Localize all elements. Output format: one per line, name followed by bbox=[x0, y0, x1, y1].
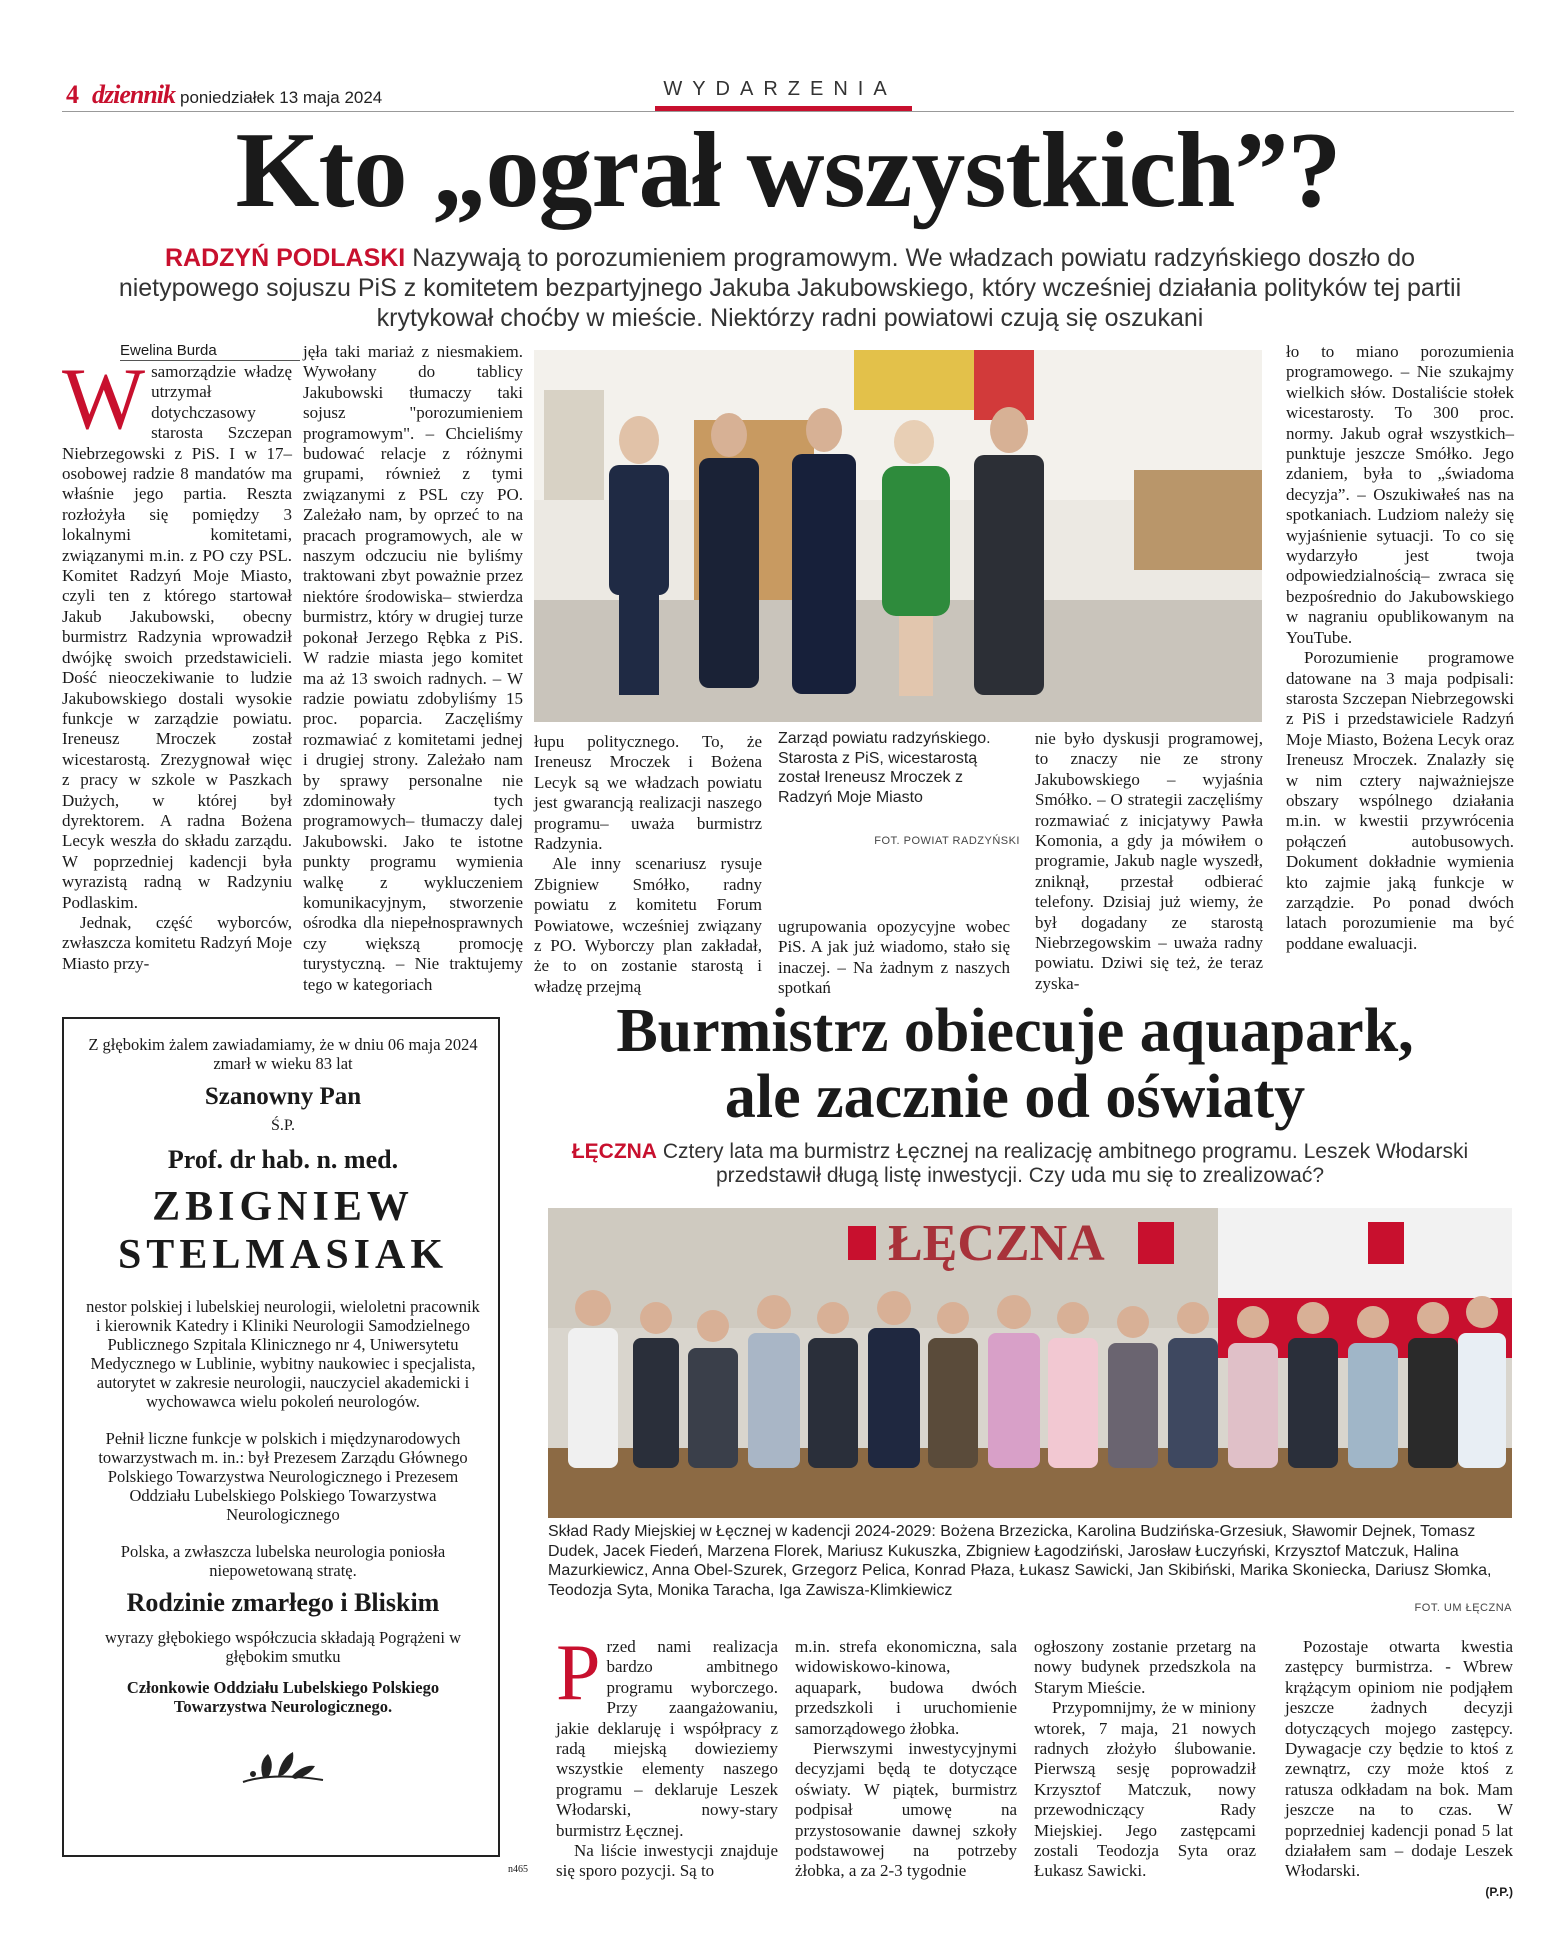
paragraph: łupu politycznego. To, że Ireneusz Mroczek i Bożena Lecyk są we władzach powiatu jest gwarancją realizacji naszego programu– uważa burmistrz Radzynia. bbox=[534, 732, 762, 854]
article1-photo bbox=[534, 350, 1262, 722]
article2-headline-line-1: Burmistrz obiecuje aquapark, bbox=[616, 997, 1414, 1065]
article1-column-6 bbox=[1286, 342, 1514, 954]
paragraph: samorządzie władzę utrzymał dotychczasowy starosta Szczepan Niebrzegowski z PiS. I w 17–osobowej radzie 8 mandatów ma właśnie jego partia. Reszta rozłożyła się pomiędzy 3 lokalnymi komitetami, związanymi m.in. z PO czy PSL. Komitet Radzyń Moje Miasto, czyli ten z którego startował Jakub Jakubowski, obecny burmistrz Radzynia wprowadził dwójkę swoich przedstawicieli. Dość nieoczekiwanie to ludzie Jakubowskiego dostali wysokie funkcje w zarządzie powiatu. Ireneusz Mroczek został wicestarostą. Zrezygnował więc z pracy w szkole w Paszkach Dużych, w której był dyrektorem. A radna Bożena Lecyk weszła do składu zarządu. W poprzedniej kadencji była wyrazistą radną w Radzyniu Podlaskim. bbox=[62, 362, 292, 912]
obituary-name-first: ZBIGNIEW bbox=[152, 1184, 414, 1230]
ad-code: n465 bbox=[508, 1864, 528, 1875]
article1-author: Ewelina Burda bbox=[120, 342, 300, 361]
article1-photo-credit: FOT. POWIAT RADZYŃSKI bbox=[874, 835, 1020, 847]
obituary-salutation: Szanowny Pan bbox=[204, 1083, 362, 1110]
article1-column-2 bbox=[303, 342, 523, 995]
article2-photo bbox=[548, 1208, 1512, 1518]
article2-signature: (P.P.) bbox=[1485, 1884, 1513, 1899]
paragraph: Porozumienie programowe datowane na 3 maja podpisali: starosta Szczepan Niebrzegowski z PiS i przedstawiciele Radzyń Moje Miasto, Bożena Lecyk oraz Ireneusz Mroczek. Znalazły się w nim cztery najważniejsze obszary wspólnego działania m.in. w kwestii przywrócenia połączeń autobusowych. Dokument dokładnie wymienia kto zajmie jaką funkcje w zarządzie. Po ponad dwóch latach porozumienie ma być poddane ewaluacji. bbox=[1286, 648, 1514, 953]
paragraph: nie było dyskusji programowej, to znaczy nie ze strony Jakubowskiego – wyjaśnia Smółko. – O strategii zaczęliśmy rozmawiać z inicjatywy Pawła Komonia, a gdy ja mówiłem o programie, Jakub nagle wyszedł, zniknął, przestał odbierać telefony. Dzisiaj już wiemy, że był dogadany ze starostą Niebrzegowskim – uważa radny powiatu. Dziwi się też, że teraz zyska- bbox=[1035, 729, 1263, 993]
issue-date: poniedziałek 13 maja 2024 bbox=[180, 88, 383, 107]
article1-column-4 bbox=[778, 917, 1010, 999]
paragraph: ogłoszony zostanie przetarg na nowy budynek przedszkola na Starym Mieście. bbox=[1034, 1637, 1256, 1697]
obituary-family: Rodzinie zmarłego i Bliskim bbox=[126, 1588, 440, 1617]
photo-group-six-people bbox=[534, 350, 1262, 722]
paragraph: Na liście inwestycji znajduje się sporo pozycji. Są to bbox=[556, 1841, 778, 1881]
article2-column-4 bbox=[1285, 1637, 1513, 1902]
paragraph: ło to miano porozumienia programowego. – Nie szukajmy wielkich słów. Dostaliście stołek wicestarosty. To 300 proc. normy. Jakub ograł wszystkich– punktuje jeszcze Smółko. Jego zdaniem, była to „świadoma decyzja”. – Oszukiwałeś nas na spotkaniach. Ludziom należy się wyjaśnienie sytuacji. To co się wydarzyło jest twoja odpowiedzialnością– zwraca się bezpośrednio do Jakubowskiego w nagraniu opublikowanym na YouTube. bbox=[1286, 342, 1514, 647]
article1-lead-text: Nazywają to porozumieniem programowym. We władzach powiatu radzyńskiego doszło do nietypowego sojuszu PiS z komitetem bezpartyjnego Jakuba Jakubowskiego, który wcześniej działania polityków tej partii krytykował choćby w mieście. Niektórzy radni powiatowi czują się oszukani bbox=[118, 244, 1462, 332]
obituary-sp: Ś.P. bbox=[270, 1117, 296, 1134]
newspaper-logo: dziennik bbox=[92, 80, 176, 109]
obituary-box bbox=[62, 1017, 528, 1875]
obituary-title: Prof. dr hab. n. med. bbox=[167, 1145, 399, 1174]
photo-city-council-group bbox=[548, 1208, 1512, 1518]
paragraph: ugrupowania opozycyjne wobec PiS. A jak już wiadomo, stało się inaczej. – Na żadnym z naszych spotkań bbox=[778, 917, 1010, 998]
photo-sign-text: ŁĘCZNA bbox=[888, 1215, 1105, 1272]
paragraph: Przypomnijmy, że w miniony wtorek, 7 maja, 21 nowych radnych złożyło ślubowanie. Pierwszą sesję poprowadził Krzysztof Matczuk, nowy przewodniczący Rady Miejskiej. Jego zastępcami zostali Teodozja Syta oraz Łukasz Sawicki. bbox=[1034, 1698, 1256, 1881]
obituary-intro: Z głębokim żalem zawiadamiamy, że w dniu 06 maja 2024 zmarł w wieku 83 lat bbox=[88, 1035, 478, 1073]
flower-ornament-icon bbox=[84, 1742, 482, 1797]
paragraph: jęła taki mariaż z niesmakiem. Wywołany do tablicy Jakubowski tłumaczy taki sojusz "porozumieniem programowym". – Chcieliśmy budować relacje z różnymi grupami, również z tymi związanymi z PSL czy PO. Zależało nam, by oprzeć to na pracach programowych, ale w naszym odczuciu nie byliśmy traktowani zbyt poważnie przez niektóre środowiska– stwierdza burmistrz, który w drugiej turze pokonał Jerzego Rębka z PiS. W radzie miasta jego komitet ma aż 13 swoich radnych. – W radzie powiatu zdobyliśmy 15 proc. poparcia. Zaczęliśmy rozmawiać z komitetami jednej i drugiej strony. Zależało nam by sprawy personalne nie zdominowały tych programowych– tłumaczy dalej Jakubowski. Jako te istotne punkty programu wymienia walkę z wykluczeniem komunikacyjnym, stworzenie ośrodka dla niepełnosprawnych czy większą promocję turystyczną. – Nie traktujemy tego w kategoriach bbox=[303, 342, 523, 994]
article1-column-3 bbox=[534, 732, 762, 997]
article2-lead-text: Cztery lata ma burmistrz Łęcznej na realizację ambitnego programu. Leszek Włodarski przedstawił długą listę inwestycji. Czy uda mu się to zrealizować? bbox=[662, 1140, 1469, 1187]
paragraph: Jednak, część wyborców, zwłaszcza komitetu Radzyń Moje Miasto przy- bbox=[62, 912, 292, 973]
obituary-description-3: Polska, a zwłaszcza lubelska neurologia poniosła niepowetowaną stratę. bbox=[120, 1542, 446, 1580]
article1-location: RADZYŃ PODLASKI bbox=[164, 244, 406, 272]
paragraph: rzed nami realizacja bardzo ambitnego programu wyborczego. Przy zaangażowaniu, jakie deklaruję i współpracy z radą miejską dowieziemy wszystkie elementy naszego programu – deklaruje Leszek Włodarski, nowy-stary burmistrz Łęcznej. bbox=[556, 1637, 778, 1840]
article2-headline bbox=[540, 998, 1490, 1130]
article1-photo-caption: Zarząd powiatu radzyńskiego. Starosta z PiS, wicestarostą został Ireneusz Mroczek z Radzyń Moje Miasto bbox=[778, 730, 991, 806]
article2-headline-line-2: ale zacznie od oświaty bbox=[724, 1063, 1306, 1131]
article2-lead bbox=[560, 1140, 1480, 1188]
paragraph: Ale inny scenariusz rysuje Zbigniew Smółko, radny powiatu z komitetu Forum Powiatowe, wcześniej związany z PO. Wyborczy plan zakładał, że to on zostanie starostą i władzę przejmą bbox=[534, 854, 762, 996]
section-label: WYDARZENIA bbox=[663, 78, 897, 100]
article1-lead bbox=[100, 243, 1480, 333]
obituary-description-1: nestor polskiej i lubelskiej neurologii, wieloletni pracownik i kierownik Katedry i Kliniki Neurologii Samodzielnego Publicznego Szpitala Klinicznego nr 4, Uniwersytetu Medycznego w Lublinie, wybitny naukowiec i specjalista, autorytet w zakresie neurologii, nauczyciel akademicki i wychowawca wielu pokoleń neurologów. bbox=[86, 1297, 480, 1411]
article1-column-1 bbox=[62, 351, 292, 974]
article1-dropcap: W bbox=[62, 351, 146, 448]
article2-column-1 bbox=[556, 1629, 778, 1882]
article2-location: ŁĘCZNA bbox=[571, 1140, 657, 1163]
article2-column-2 bbox=[795, 1637, 1017, 1882]
obituary-description-2: Pełnił liczne funkcje w polskich i międzynarodowych towarzystwach m. in.: był Prezesem Zarządu Głównego Polskiego Towarzystwa Neurologicznego i Prezesem Oddziału Lubelskiego Polskiego Towarzystwa Neurologicznego bbox=[98, 1429, 468, 1524]
paragraph: Pierwszymi inwestycyjnymi decyzjami będą te dotyczące oświaty. W piątek, burmistrz podpisał umowę na przystosowanie dawnej szkoły podstawowej na potrzeby żłobka, a za 2-3 tygodnie bbox=[795, 1739, 1017, 1881]
article2-dropcap: P bbox=[556, 1629, 601, 1717]
article1-headline: Kto „ograł wszystkich”? bbox=[235, 111, 1341, 230]
obituary-condolences: wyrazy głębokiego współczucia składają Pogrążeni w głębokim smutku bbox=[105, 1628, 461, 1666]
paragraph: m.in. strefa ekonomiczna, sala widowiskowo-kinowa, aquapark, budowa dwóch przedszkoli i uruchomienie samorządowego żłobka. bbox=[795, 1637, 1017, 1738]
article2-photo-credit: FOT. UM ŁĘCZNA bbox=[1414, 1602, 1512, 1614]
article1-column-5 bbox=[1035, 729, 1263, 994]
page-number: 4 bbox=[66, 80, 79, 109]
article2-photo-caption: Skład Rady Miejskiej w Łęcznej w kadencji 2024-2029: Bożena Brzezicka, Karolina Budzińska-Grzesiuk, Sławomir Dejnek, Tomasz Dudek, Jacek Fiedeń, Marzena Florek, Mariusz Kukuszka, Zbigniew Łagodziński, Jarosław Łuczyński, Krzysztof Matczuk, Halina Mazurkiewicz, Anna Obel-Szurek, Grzegorz Pelica, Konrad Płaza, Łukasz Sawicki, Jan Skibiński, Marika Skoniecka, Dariusz Słomka, Teodozja Syta, Monika Taracha, Iga Zawisza-Klimkiewicz bbox=[548, 1523, 1492, 1599]
obituary-signers: Członkowie Oddziału Lubelskiego Polskiego Towarzystwa Neurologicznego. bbox=[126, 1678, 440, 1716]
paragraph: Pozostaje otwarta kwestia zastępcy burmistrza. - Wbrew krążącym opiniom nie podjąłem jeszcze żadnych decyzji dotyczących mojego zastępcy. Dywagacje czy będzie to ktoś z zewnątrz, czy może ktoś z ratusza odkładam na bok. Mam jeszcze na to czas. W poprzedniej kadencji ponad 5 lat działałem sam – dodaje Leszek Włodarski. bbox=[1285, 1637, 1513, 1881]
obituary-name-last: STELMASIAK bbox=[117, 1232, 449, 1278]
article2-column-3 bbox=[1034, 1637, 1256, 1882]
